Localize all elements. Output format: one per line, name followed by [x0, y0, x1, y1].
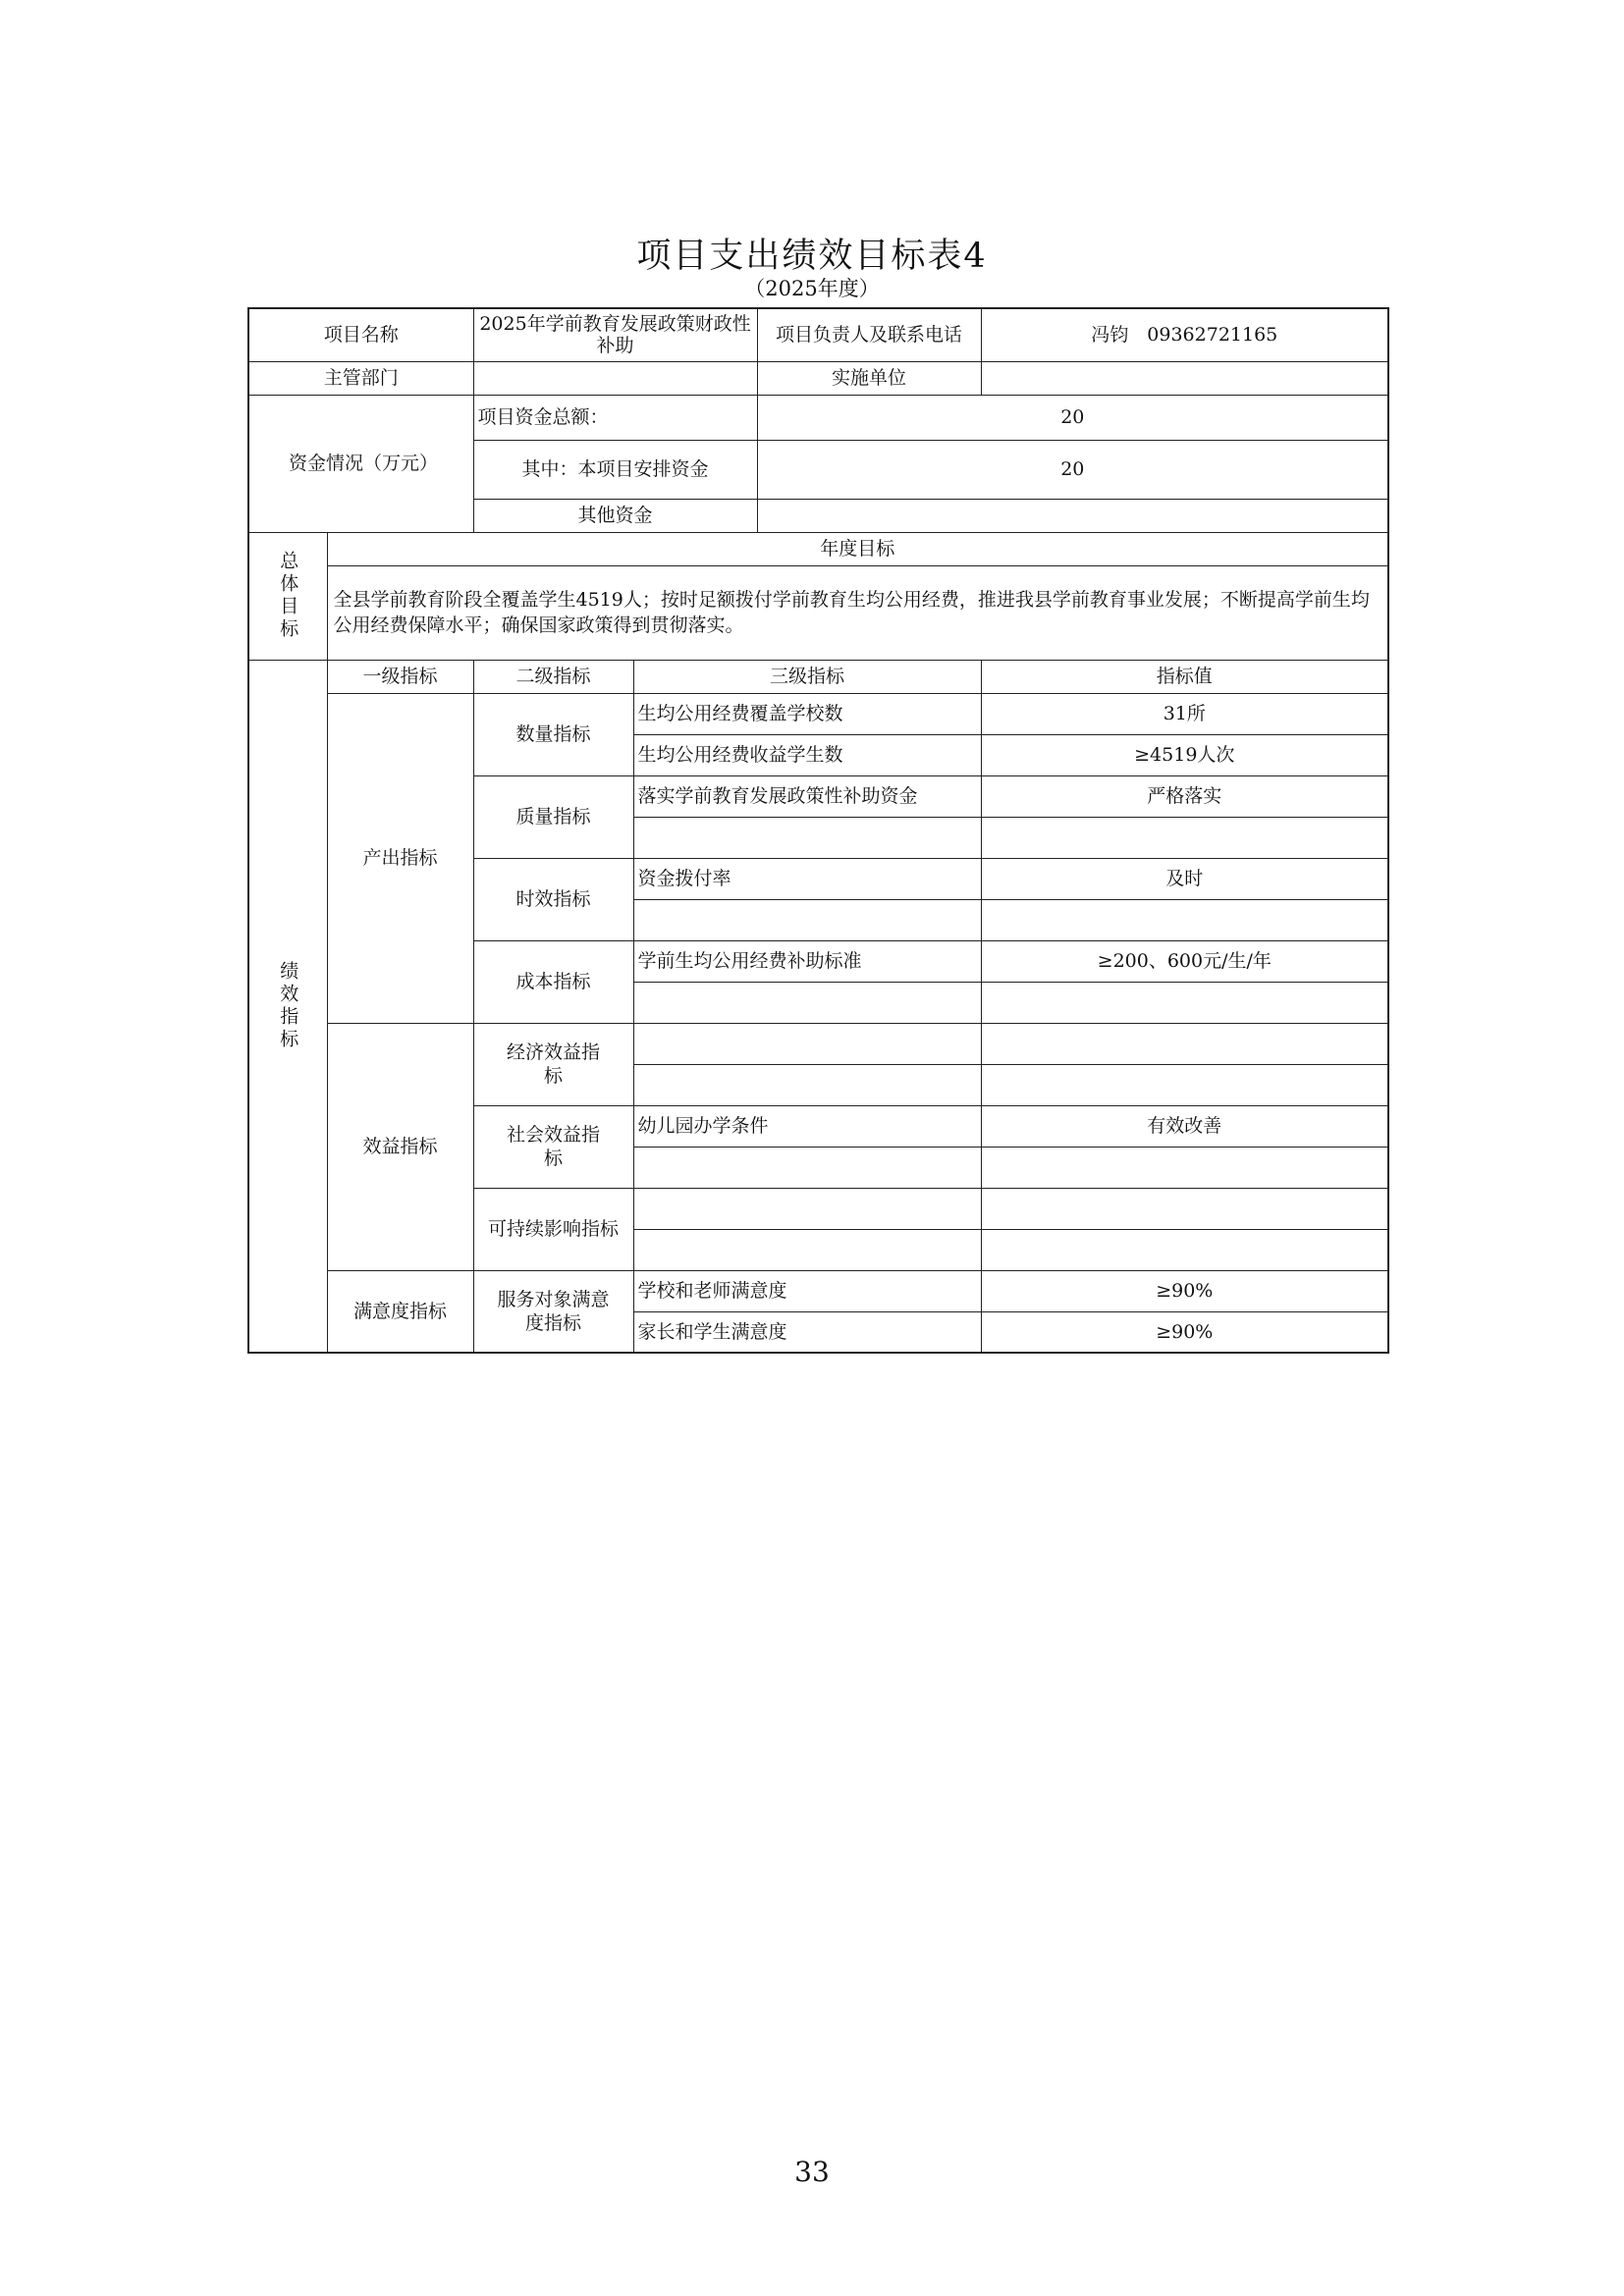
indicator-value	[981, 1229, 1388, 1270]
funds-other-value	[757, 499, 1388, 532]
project-name-label: 项目名称	[248, 308, 473, 361]
indicator-name: 家长和学生满意度	[633, 1311, 981, 1353]
indicator-value: ≥90%	[981, 1270, 1388, 1311]
indicator-name: 生均公用经费覆盖学校数	[633, 693, 981, 734]
dept-value	[473, 361, 757, 395]
quantity-label: 数量指标	[473, 693, 633, 775]
indicator-name	[633, 982, 981, 1023]
indicator-name: 资金拨付率	[633, 858, 981, 899]
indicator-name	[633, 1064, 981, 1105]
project-name-value: 2025年学前教育发展政策财政性补助	[473, 308, 757, 361]
funds-other-label: 其他资金	[473, 499, 757, 532]
performance-table	[247, 307, 1389, 1354]
performance-label: 绩效指标	[277, 960, 299, 1051]
table-row	[248, 1270, 1388, 1311]
indicator-name: 幼儿园办学条件	[633, 1105, 981, 1147]
goal-header: 年度目标	[327, 532, 1388, 565]
department-row	[248, 361, 1388, 395]
indicator-name	[633, 899, 981, 940]
indicator-name: 落实学前教育发展政策性补助资金	[633, 775, 981, 817]
indicator-value: ≥90%	[981, 1311, 1388, 1353]
contact-value: 冯钧 09362721165	[981, 308, 1388, 361]
funds-arranged-label: 其中：本项目安排资金	[473, 440, 757, 499]
indicator-value: 严格落实	[981, 775, 1388, 817]
indicator-name	[633, 1229, 981, 1270]
project-name-row	[248, 308, 1388, 361]
satisfaction-label: 满意度指标	[327, 1270, 473, 1353]
goal-header-row	[248, 532, 1388, 565]
contact-label: 项目负责人及联系电话	[757, 308, 981, 361]
cost-label: 成本指标	[473, 940, 633, 1023]
page-title: 项目支出绩效目标表4	[636, 237, 988, 276]
indicator-value: ≥4519人次	[981, 734, 1388, 775]
indicator-value	[981, 1188, 1388, 1229]
indicator-value	[981, 899, 1388, 940]
indicator-name: 生均公用经费收益学生数	[633, 734, 981, 775]
header-level2: 二级指标	[473, 660, 633, 693]
indicator-name	[633, 817, 981, 858]
header-value: 指标值	[981, 660, 1388, 693]
impl-value	[981, 361, 1388, 395]
indicator-value: 31所	[981, 693, 1388, 734]
sustainable-label: 可持续影响指标	[473, 1188, 633, 1270]
social-label: 社会效益指标	[473, 1105, 633, 1188]
table-row	[248, 693, 1388, 734]
benefit-label: 效益指标	[327, 1023, 473, 1270]
goal-text-row	[248, 565, 1388, 660]
indicator-value	[981, 982, 1388, 1023]
funds-total-value: 20	[757, 395, 1388, 440]
dept-label: 主管部门	[248, 361, 473, 395]
funds-arranged-value: 20	[757, 440, 1388, 499]
impl-label: 实施单位	[757, 361, 981, 395]
header-level1: 一级指标	[327, 660, 473, 693]
indicator-name: 学前生均公用经费补助标准	[633, 940, 981, 982]
overall-goal-label: 总体目标	[277, 551, 299, 641]
funds-total-row	[248, 395, 1388, 440]
indicator-value	[981, 1147, 1388, 1188]
indicator-name	[633, 1023, 981, 1064]
indicator-value: 及时	[981, 858, 1388, 899]
funds-total-label: 项目资金总额：	[473, 395, 757, 440]
indicator-value	[981, 1023, 1388, 1064]
service-satisfaction-label: 服务对象满意度指标	[473, 1270, 633, 1353]
indicator-value	[981, 817, 1388, 858]
funds-label: 资金情况（万元）	[248, 395, 473, 532]
economic-label: 经济效益指标	[473, 1023, 633, 1105]
indicator-name	[633, 1188, 981, 1229]
indicator-value	[981, 1064, 1388, 1105]
goal-text: 全县学前教育阶段全覆盖学生4519人；按时足额拨付学前教育生均公用经费，推进我县学前教育事业发展；不断提高学前生均公用经费保障水平；确保国家政策得到贯彻落实。	[327, 565, 1388, 660]
page-number: 33	[794, 2156, 830, 2188]
table-row	[248, 1023, 1388, 1064]
page-subtitle: （2025年度）	[744, 277, 880, 300]
performance-label-cell	[248, 660, 327, 1353]
indicator-header-row	[248, 660, 1388, 693]
indicator-value: ≥200、600元/生/年	[981, 940, 1388, 982]
indicator-value: 有效改善	[981, 1105, 1388, 1147]
overall-goal-label-cell	[248, 532, 327, 660]
header-level3: 三级指标	[633, 660, 981, 693]
indicator-name: 学校和老师满意度	[633, 1270, 981, 1311]
output-label: 产出指标	[327, 693, 473, 1023]
indicator-name	[633, 1147, 981, 1188]
quality-label: 质量指标	[473, 775, 633, 858]
timeliness-label: 时效指标	[473, 858, 633, 940]
